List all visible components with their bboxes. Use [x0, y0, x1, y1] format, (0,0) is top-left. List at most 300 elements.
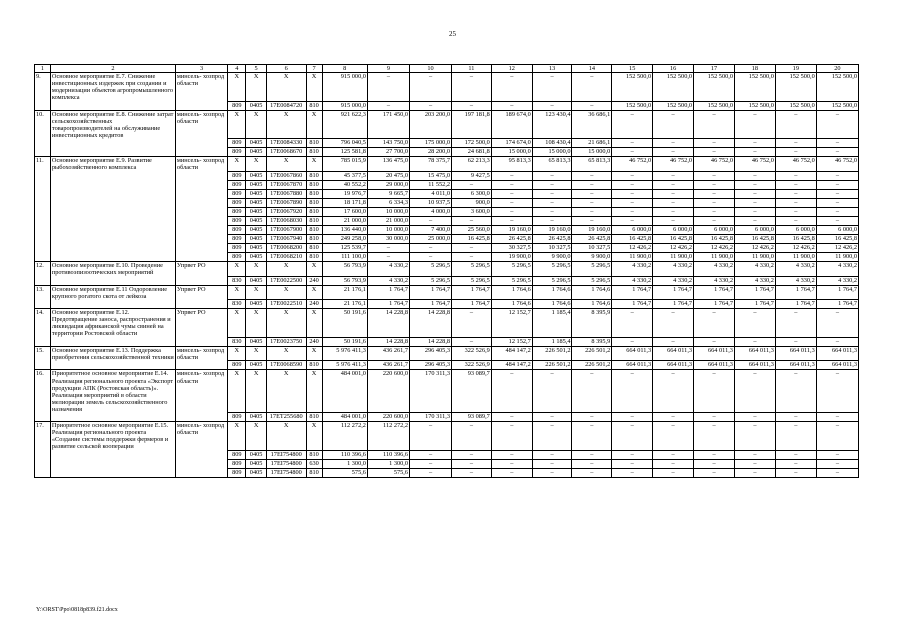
amount-cell: 111 100,0	[322, 253, 367, 262]
amount-cell: –	[653, 190, 694, 199]
amount-cell: 1 764,7	[367, 300, 409, 309]
code-cell: 810	[306, 199, 322, 208]
amount-cell: –	[452, 253, 492, 262]
code-cell: 240	[306, 276, 322, 285]
amount-cell: 1 300,0	[322, 459, 367, 468]
amount-cell: –	[816, 459, 858, 468]
amount-cell: 56 793,9	[322, 276, 367, 285]
amount-cell: 4 000,0	[410, 208, 452, 217]
amount-cell: 8 395,9	[572, 309, 612, 338]
amount-cell: –	[653, 459, 694, 468]
amount-cell: –	[491, 468, 532, 477]
empty-cell	[50, 208, 175, 217]
empty-cell	[35, 244, 51, 253]
amount-cell: –	[653, 370, 694, 413]
amount-cell: –	[775, 199, 816, 208]
empty-cell	[35, 413, 51, 422]
amount-cell: –	[653, 199, 694, 208]
code-cell: 17Е0067900	[266, 226, 306, 235]
empty-cell	[50, 450, 175, 459]
code-cell: 810	[306, 148, 322, 157]
amount-cell: –	[452, 337, 492, 346]
amount-cell: –	[572, 422, 612, 451]
amount-cell: 4 330,2	[734, 262, 775, 277]
amount-cell: 15 000,0	[572, 148, 612, 157]
row-number: 11.	[35, 157, 51, 172]
code-cell: X	[246, 370, 266, 413]
table-row	[35, 190, 859, 199]
amount-cell: 16 425,8	[734, 235, 775, 244]
amount-cell: 11 900,0	[734, 253, 775, 262]
code-cell: 809	[228, 226, 246, 235]
amount-cell: 17 600,0	[322, 208, 367, 217]
amount-cell: 5 296,5	[532, 276, 572, 285]
amount-cell: –	[532, 370, 572, 413]
amount-cell: –	[816, 148, 858, 157]
amount-cell: –	[775, 139, 816, 148]
amount-cell: –	[694, 208, 735, 217]
column-header: 8	[322, 65, 367, 73]
amount-cell: 189 674,0	[491, 110, 532, 139]
amount-cell: 14 228,8	[410, 309, 452, 338]
amount-cell: 46 752,0	[612, 157, 653, 172]
amount-cell: –	[491, 370, 532, 413]
amount-cell: 5 296,5	[572, 276, 612, 285]
amount-cell: 40 552,2	[322, 181, 367, 190]
amount-cell: –	[532, 73, 572, 102]
amount-cell: –	[532, 459, 572, 468]
empty-cell	[35, 190, 51, 199]
empty-cell	[50, 468, 175, 477]
amount-cell: –	[532, 413, 572, 422]
column-header: 7	[306, 65, 322, 73]
empty-cell	[35, 181, 51, 190]
amount-cell: 664 011,3	[775, 346, 816, 361]
measure-name: Приоритетное основное мероприятие Е.15. Реализация регионального проекта «Создание системы поддержки фермеров и развитие сельской кооперации	[50, 422, 175, 451]
amount-cell: 65 813,3	[532, 157, 572, 172]
amount-cell: 170 311,3	[410, 413, 452, 422]
code-cell: 810	[306, 361, 322, 370]
amount-cell: 46 752,0	[694, 157, 735, 172]
amount-cell: 21 176,1	[322, 300, 367, 309]
amount-cell: 12 426,2	[694, 244, 735, 253]
amount-cell: –	[612, 172, 653, 181]
code-cell: 809	[228, 190, 246, 199]
amount-cell: 21 176,1	[322, 285, 367, 300]
amount-cell: 11 900,0	[612, 253, 653, 262]
amount-cell: 12 426,2	[734, 244, 775, 253]
amount-cell: 664 011,3	[653, 361, 694, 370]
code-cell: X	[306, 285, 322, 300]
code-cell: 17Е0068030	[266, 217, 306, 226]
table-row	[35, 450, 859, 459]
amount-cell: –	[572, 468, 612, 477]
amount-cell: 12 152,7	[491, 309, 532, 338]
code-cell: 0405	[246, 181, 266, 190]
code-cell: 17Е0068590	[266, 361, 306, 370]
column-header: 16	[653, 65, 694, 73]
amount-cell: –	[410, 101, 452, 110]
amount-cell: 1 185,4	[532, 337, 572, 346]
code-cell: 809	[228, 199, 246, 208]
executor: минсель- хозпрод области	[175, 422, 227, 451]
amount-cell: 11 900,0	[653, 253, 694, 262]
code-cell: 17Е0067890	[266, 199, 306, 208]
code-cell: X	[228, 262, 246, 277]
empty-cell	[175, 337, 227, 346]
amount-cell: 664 011,3	[612, 361, 653, 370]
amount-cell: –	[612, 148, 653, 157]
amount-cell: 12 152,7	[491, 337, 532, 346]
amount-cell: –	[612, 370, 653, 413]
table-row	[35, 285, 859, 300]
code-cell: 0405	[246, 300, 266, 309]
empty-cell	[35, 199, 51, 208]
empty-cell	[35, 276, 51, 285]
amount-cell: –	[775, 309, 816, 338]
code-cell: X	[228, 73, 246, 102]
code-cell: 810	[306, 450, 322, 459]
table-row	[35, 208, 859, 217]
amount-cell: 6 000,0	[816, 226, 858, 235]
amount-cell: 18 171,8	[322, 199, 367, 208]
table-row	[35, 110, 859, 139]
code-cell: 809	[228, 413, 246, 422]
amount-cell: –	[612, 459, 653, 468]
code-cell: 17ЕI754800	[266, 459, 306, 468]
amount-cell: –	[410, 217, 452, 226]
amount-cell: 664 011,3	[653, 346, 694, 361]
amount-cell: 123 430,4	[532, 110, 572, 139]
table-row	[35, 148, 859, 157]
amount-cell: –	[775, 370, 816, 413]
code-cell: X	[266, 157, 306, 172]
column-header: 1	[35, 65, 51, 73]
amount-cell: –	[532, 181, 572, 190]
code-cell: 810	[306, 101, 322, 110]
amount-cell: 15 000,0	[532, 148, 572, 157]
amount-cell: –	[491, 459, 532, 468]
amount-cell: –	[816, 190, 858, 199]
measure-name: Основное мероприятие Е.11 Оздоровление крупного рогатого скота от лейкоза	[50, 285, 175, 300]
amount-cell: 152 500,0	[775, 101, 816, 110]
code-cell: X	[266, 309, 306, 338]
row-number: 10.	[35, 110, 51, 139]
amount-cell: 322 526,9	[452, 346, 492, 361]
amount-cell: 1 764,6	[491, 285, 532, 300]
empty-cell	[175, 235, 227, 244]
empty-cell	[50, 235, 175, 244]
amount-cell: 484 001,0	[322, 413, 367, 422]
amount-cell: 36 686,1	[572, 110, 612, 139]
amount-cell: 436 261,7	[367, 346, 409, 361]
amount-cell: –	[734, 370, 775, 413]
empty-cell	[50, 190, 175, 199]
code-cell: 630	[306, 459, 322, 468]
amount-cell: –	[694, 199, 735, 208]
amount-cell: –	[653, 110, 694, 139]
amount-cell: –	[816, 172, 858, 181]
amount-cell: –	[532, 101, 572, 110]
code-cell: X	[228, 309, 246, 338]
amount-cell: 900,0	[452, 199, 492, 208]
amount-cell: 65 813,3	[572, 157, 612, 172]
code-cell: X	[266, 370, 306, 413]
amount-cell: 436 261,7	[367, 361, 409, 370]
column-header: 9	[367, 65, 409, 73]
amount-cell: 112 272,2	[367, 422, 409, 451]
amount-cell: –	[612, 468, 653, 477]
amount-cell: –	[694, 181, 735, 190]
amount-cell: 197 181,8	[452, 110, 492, 139]
empty-cell	[50, 244, 175, 253]
amount-cell: –	[734, 413, 775, 422]
amount-cell: 4 330,2	[816, 276, 858, 285]
amount-cell: 1 764,6	[491, 300, 532, 309]
row-number: 9.	[35, 73, 51, 102]
amount-cell: 1 764,6	[572, 285, 612, 300]
amount-cell: 136 475,0	[367, 157, 409, 172]
amount-cell: 11 900,0	[775, 253, 816, 262]
code-cell: 0405	[246, 199, 266, 208]
amount-cell: –	[572, 181, 612, 190]
amount-cell: –	[491, 199, 532, 208]
amount-cell: 226 501,2	[532, 361, 572, 370]
table-row	[35, 337, 859, 346]
code-cell: X	[266, 262, 306, 277]
amount-cell: 21 000,0	[367, 217, 409, 226]
code-cell: 17Е0067920	[266, 208, 306, 217]
executor: минсель- хозпрод области	[175, 157, 227, 172]
amount-cell: 296 405,3	[410, 346, 452, 361]
amount-cell: 6 334,3	[367, 199, 409, 208]
code-cell: 809	[228, 361, 246, 370]
row-number: 14.	[35, 309, 51, 338]
footer-file-path: Y:\ORST\Ppo\0818p839.f21.docx	[36, 607, 118, 613]
amount-cell: 12 426,2	[653, 244, 694, 253]
code-cell: 240	[306, 300, 322, 309]
empty-cell	[175, 253, 227, 262]
amount-cell: –	[367, 73, 409, 102]
amount-cell: –	[694, 468, 735, 477]
amount-cell: 14 228,8	[367, 309, 409, 338]
amount-cell: –	[816, 139, 858, 148]
code-cell: 17Е0084720	[266, 101, 306, 110]
amount-cell: –	[612, 337, 653, 346]
amount-cell: –	[612, 110, 653, 139]
amount-cell: –	[452, 468, 492, 477]
amount-cell: –	[532, 422, 572, 451]
amount-cell: 1 764,7	[653, 285, 694, 300]
amount-cell: 664 011,3	[816, 346, 858, 361]
code-cell: 17ЕТ255680	[266, 413, 306, 422]
amount-cell: –	[775, 413, 816, 422]
amount-cell: –	[816, 199, 858, 208]
code-cell: X	[228, 285, 246, 300]
amount-cell: 3 600,0	[452, 208, 492, 217]
code-cell: X	[246, 73, 266, 102]
empty-cell	[35, 217, 51, 226]
measure-name: Основное мероприятие Е.9. Развитие рыбохозяйственного комплекса	[50, 157, 175, 172]
amount-cell: –	[532, 199, 572, 208]
empty-cell	[50, 253, 175, 262]
amount-cell: 226 501,2	[572, 346, 612, 361]
empty-cell	[35, 235, 51, 244]
code-cell: 809	[228, 139, 246, 148]
amount-cell: 152 500,0	[612, 73, 653, 102]
amount-cell: –	[653, 148, 694, 157]
amount-cell: 143 750,0	[367, 139, 409, 148]
empty-cell	[35, 101, 51, 110]
amount-cell: 19 900,0	[491, 253, 532, 262]
amount-cell: 152 500,0	[694, 73, 735, 102]
amount-cell: 30 327,5	[491, 244, 532, 253]
table-row	[35, 181, 859, 190]
amount-cell: 1 764,7	[452, 300, 492, 309]
amount-cell: 27 700,0	[367, 148, 409, 157]
empty-cell	[50, 217, 175, 226]
row-number: 17.	[35, 422, 51, 451]
amount-cell: –	[653, 217, 694, 226]
empty-cell	[175, 199, 227, 208]
amount-cell: 7 400,0	[410, 226, 452, 235]
column-header: 12	[491, 65, 532, 73]
amount-cell: 6 000,0	[775, 226, 816, 235]
amount-cell: 5 296,5	[452, 262, 492, 277]
amount-cell: –	[816, 370, 858, 413]
amount-cell: 322 526,9	[452, 361, 492, 370]
column-header: 3	[175, 65, 227, 73]
amount-cell: –	[612, 208, 653, 217]
amount-cell: –	[653, 337, 694, 346]
amount-cell: –	[491, 422, 532, 451]
row-number: 15.	[35, 346, 51, 361]
executor: Упрвет РО	[175, 262, 227, 277]
amount-cell: –	[816, 181, 858, 190]
amount-cell: 220 600,0	[367, 370, 409, 413]
amount-cell: –	[775, 459, 816, 468]
amount-cell: 29 000,0	[367, 181, 409, 190]
amount-cell: –	[775, 148, 816, 157]
amount-cell: –	[775, 172, 816, 181]
amount-cell: –	[816, 468, 858, 477]
amount-cell: 664 011,3	[694, 361, 735, 370]
amount-cell: –	[572, 217, 612, 226]
executor: Упрвет РО	[175, 309, 227, 338]
amount-cell: –	[572, 73, 612, 102]
code-cell: 0405	[246, 459, 266, 468]
amount-cell: 16 425,8	[775, 235, 816, 244]
code-cell: 17Е0023750	[266, 337, 306, 346]
amount-cell: 484 147,2	[491, 361, 532, 370]
amount-cell: –	[410, 459, 452, 468]
amount-cell: 4 330,2	[694, 276, 735, 285]
amount-cell: 1 764,7	[816, 300, 858, 309]
amount-cell: –	[694, 370, 735, 413]
amount-cell: –	[734, 468, 775, 477]
empty-cell	[175, 101, 227, 110]
amount-cell: 21 686,1	[572, 139, 612, 148]
amount-cell: 9 900,0	[572, 253, 612, 262]
empty-cell	[175, 226, 227, 235]
code-cell: 17Е0067880	[266, 190, 306, 199]
code-cell: 810	[306, 190, 322, 199]
amount-cell: 9 900,0	[532, 253, 572, 262]
amount-cell: –	[775, 181, 816, 190]
empty-cell	[35, 361, 51, 370]
amount-cell: 4 330,2	[367, 262, 409, 277]
amount-cell: –	[694, 110, 735, 139]
code-cell: X	[306, 346, 322, 361]
amount-cell: –	[491, 217, 532, 226]
amount-cell: –	[572, 370, 612, 413]
amount-cell: –	[653, 208, 694, 217]
code-cell: 17Е0068200	[266, 244, 306, 253]
amount-cell: 5 296,5	[410, 276, 452, 285]
code-cell: 810	[306, 244, 322, 253]
code-cell: 810	[306, 253, 322, 262]
code-cell: X	[246, 309, 266, 338]
amount-cell: –	[694, 337, 735, 346]
amount-cell: 50 191,6	[322, 309, 367, 338]
empty-cell	[50, 413, 175, 422]
amount-cell: 1 764,7	[734, 285, 775, 300]
amount-cell: 21 000,0	[322, 217, 367, 226]
table-row	[35, 172, 859, 181]
amount-cell: 664 011,3	[734, 346, 775, 361]
table-row	[35, 370, 859, 413]
amount-cell: –	[612, 181, 653, 190]
table-row	[35, 262, 859, 277]
amount-cell: 4 330,2	[775, 262, 816, 277]
amount-cell: 1 764,7	[734, 300, 775, 309]
code-cell: 810	[306, 468, 322, 477]
amount-cell: –	[491, 450, 532, 459]
amount-cell: –	[612, 190, 653, 199]
empty-cell	[35, 337, 51, 346]
column-header: 20	[816, 65, 858, 73]
amount-cell: –	[694, 172, 735, 181]
measure-name: Основное мероприятие Е.12. Предотвращение заноса, распространения и ликвидация африканской чумы свиней на территории Ростовской области	[50, 309, 175, 338]
code-cell: X	[266, 110, 306, 139]
amount-cell: 45 377,5	[322, 172, 367, 181]
amount-cell: 1 764,7	[612, 300, 653, 309]
amount-cell: –	[694, 148, 735, 157]
code-cell: 830	[228, 337, 246, 346]
empty-cell	[35, 208, 51, 217]
amount-cell: –	[734, 450, 775, 459]
column-header: 5	[246, 65, 266, 73]
amount-cell: 664 011,3	[775, 361, 816, 370]
amount-cell: 4 330,2	[816, 262, 858, 277]
amount-cell: –	[816, 208, 858, 217]
empty-cell	[50, 226, 175, 235]
amount-cell: –	[532, 217, 572, 226]
code-cell: X	[266, 285, 306, 300]
amount-cell: 20 475,0	[367, 172, 409, 181]
amount-cell: 16 425,8	[452, 235, 492, 244]
amount-cell: –	[491, 208, 532, 217]
amount-cell: 62 213,3	[452, 157, 492, 172]
code-cell: 809	[228, 181, 246, 190]
amount-cell: 11 900,0	[816, 253, 858, 262]
amount-cell: –	[816, 337, 858, 346]
amount-cell: 152 500,0	[694, 101, 735, 110]
code-cell: X	[266, 346, 306, 361]
empty-cell	[35, 148, 51, 157]
amount-cell: 152 500,0	[734, 101, 775, 110]
code-cell: 17Е0067870	[266, 181, 306, 190]
